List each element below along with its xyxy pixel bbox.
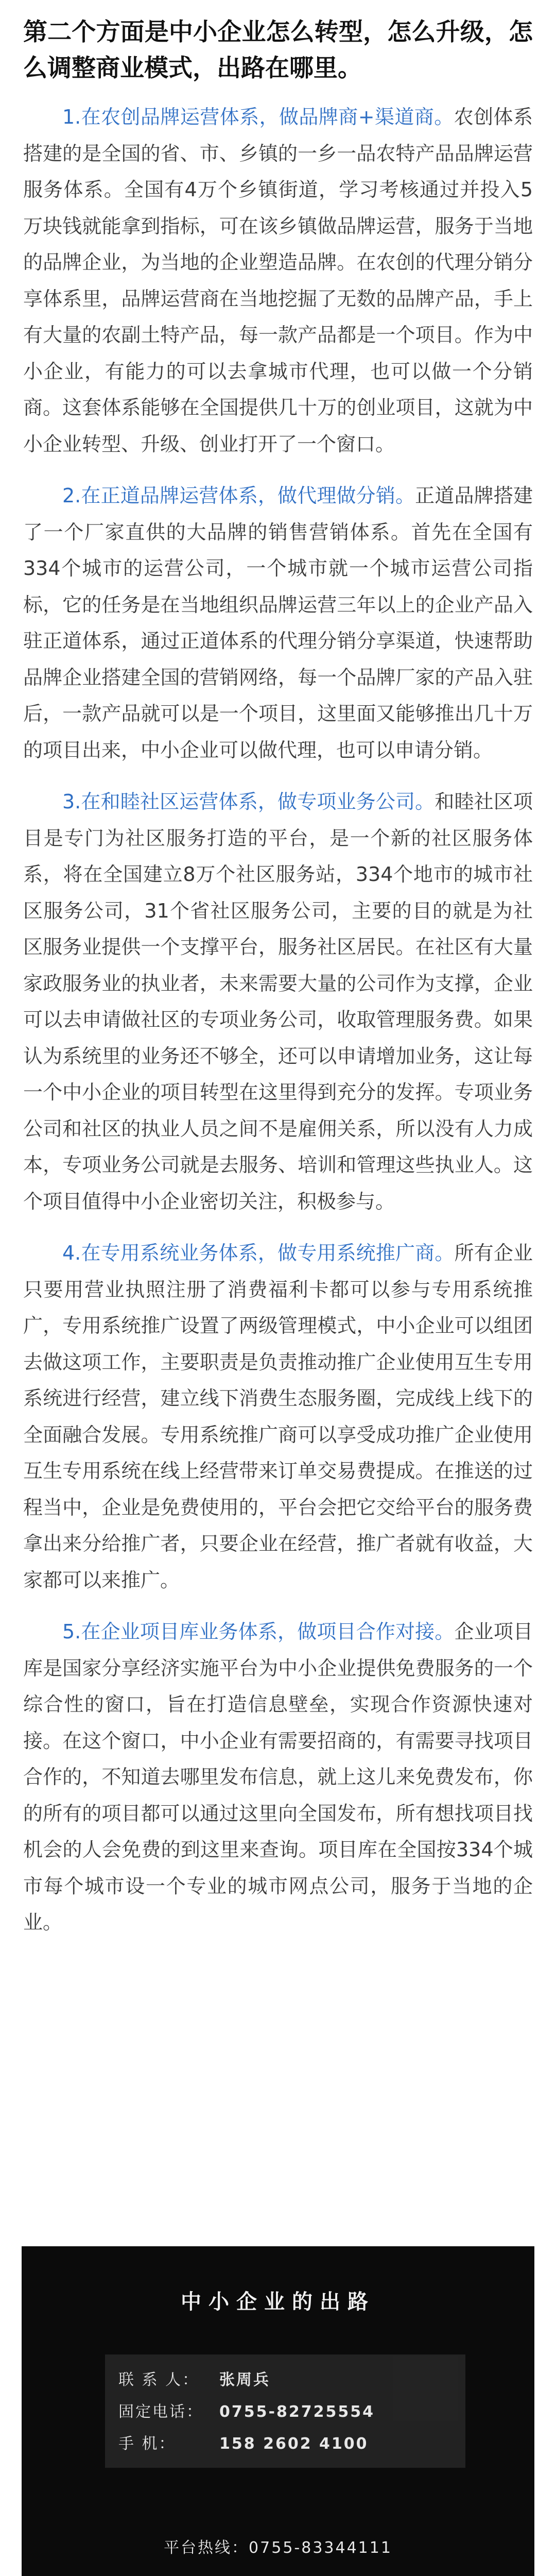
- section-body-1: 农创体系搭建的是全国的省、市、乡镇的一乡一品农特产品品牌运营服务体系。全国有4万个乡镇街道，学习考核通过并投入5万块钱就能拿到指标，可在该乡镇做品牌运营，服务于当地的品牌企业，为当地的企业塑造品牌。在农创的代理分销分享体系里，品牌运营商在当地挖掘了无数的品牌产品，手上有大量的农副土特产品，每一款产品都是一个项目。作为中小企业，有能力的可以去拿城市代理，也可以做一个分销商。这套体系能够在全国提供几十万的创业项目，这就为中小企业转型、升级、创业打开了一个窗口。: [23, 106, 533, 455]
- contact-label-landline: 固定电话：: [118, 2403, 203, 2421]
- contact-row-person: [118, 2367, 270, 2389]
- banner-title: 中小企业的出路: [181, 2290, 375, 2314]
- section-body-4: 所有企业只要用营业执照注册了消费福利卡都可以参与专用系统推广，专用系统推广设置了两级管理模式，中小企业可以组团去做这项工作，主要职责是负责推动推广企业使用互生专用系统进行经营，建立线下消费生态服务圈，完成线上线下的全面融合发展。专用系统推广商可以享受成功推广企业使用互生专用系统在线上经营带来订单交易费提成。在推送的过程当中，企业是免费使用的，平台会把它交给平台的服务费拿出来分给推广者，只要企业在经营，推广者就有收益，大家都可以来推广。: [23, 1242, 533, 1591]
- section-paragraph-4: [23, 1235, 533, 1598]
- platform-hotline: 平台热线：0755-83344111: [164, 2539, 392, 2557]
- contact-row-landline: [118, 2399, 375, 2421]
- contact-value-mobile: 158 2602 4100: [219, 2435, 369, 2453]
- contact-value-person: 张周兵: [219, 2371, 270, 2389]
- section-paragraph-5: [23, 1614, 533, 1941]
- contact-label-person: 联 系 人：: [118, 2371, 200, 2389]
- section-lead-4: 4.在专用系统业务体系，做专用系统推广商。: [62, 1242, 455, 1264]
- contact-value-landline: 0755-82725554: [219, 2403, 375, 2421]
- section-lead-1: 1.在农创品牌运营体系，做品牌商+渠道商。: [62, 106, 454, 128]
- article-headline: 第二个方面是中小企业怎么转型，怎么升级，怎么调整商业模式，出路在哪里。: [23, 18, 533, 82]
- contact-box: [105, 2354, 465, 2468]
- section-paragraph-1: [23, 99, 533, 462]
- section-body-3: 和睦社区项目是专门为社区服务打造的平台，是一个新的社区服务体系，将在全国建立8万个社区服务站，334个地市的城市社区服务公司，31个省社区服务公司，主要的目的就是为社区服务业提供一个支撑平台，服务社区居民。在社区有大量家政服务业的执业者，未来需要大量的公司作为支撑，企业可以去申请做社区的专项业务公司，收取管理服务费。如果认为系统里的业务还不够全，还可以申请增加业务，这让每一个中小企业的项目转型在这里得到充分的发挥。专项业务公司和社区的执业人员之间不是雇佣关系，所以没有人力成本，专项业务公司就是去服务、培训和管理这些执业人。这个项目值得中小企业密切关注，积极参与。: [23, 790, 533, 1213]
- section-lead-3: 3.在和睦社区运营体系，做专项业务公司。: [62, 790, 435, 813]
- section-body-5: 企业项目库是国家分享经济实施平台为中小企业提供免费服务的一个综合性的窗口，旨在打造信息壁垒，实现合作资源快速对接。在这个窗口，中小企业有需要招商的，有需要寻找项目合作的，不知道去哪里发布信息，就上这儿来免费发布，你的所有的项目都可以通过这里向全国发布，所有想找项目找机会的人会免费的到这里来查询。项目库在全国按334个城市每个城市设一个专业的城市网点公司，服务于当地的企业。: [23, 1620, 533, 1934]
- section-body-2: 正道品牌搭建了一个厂家直供的大品牌的销售营销体系。首先在全国有334个城市的运营公司，一个城市就一个城市运营公司指标，它的任务是在当地组织品牌运营三年以上的企业产品入驻正道体系，通过正道体系的代理分销分享渠道，快速帮助品牌企业搭建全国的营销网络，每一个品牌厂家的产品入驻后，一款产品就可以是一个项目，这里面又能够推出几十万的项目出来，中小企业可以做代理，也可以申请分销。: [23, 484, 533, 761]
- section-paragraph-3: [23, 784, 533, 1219]
- contact-banner: [22, 2246, 534, 2576]
- contact-label-mobile: 手 机：: [118, 2435, 176, 2453]
- section-paragraph-2: [23, 478, 533, 768]
- section-lead-5: 5.在企业项目库业务体系，做项目合作对接。: [62, 1620, 455, 1643]
- contact-row-mobile: [118, 2431, 369, 2453]
- section-lead-2: 2.在正道品牌运营体系，做代理做分销。: [62, 484, 415, 507]
